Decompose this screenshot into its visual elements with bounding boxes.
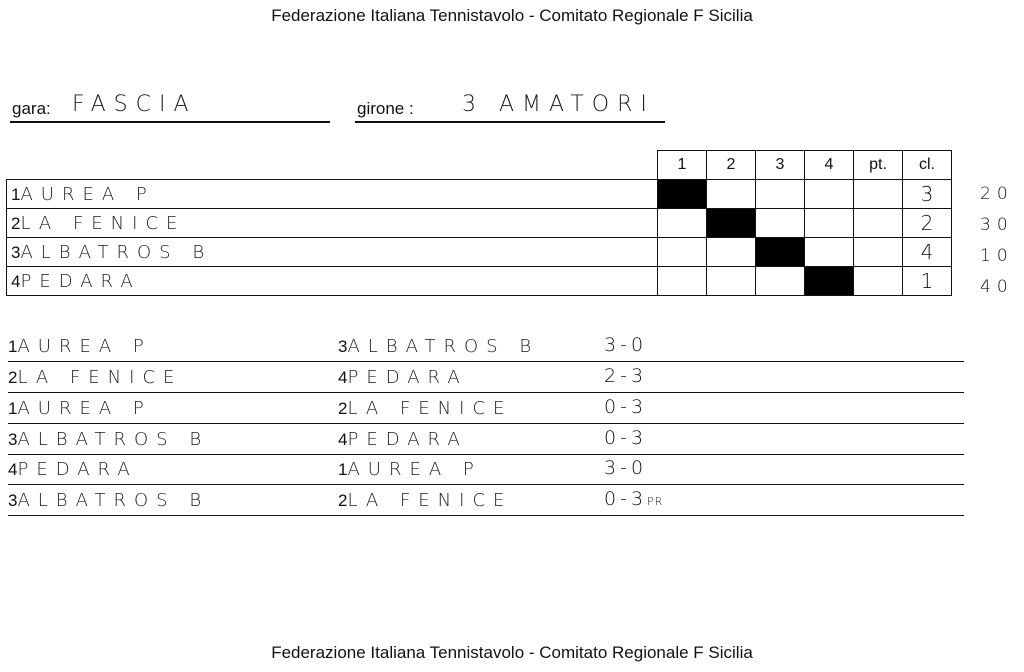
- match-row: [8, 394, 964, 424]
- match-score: 2-3: [604, 365, 648, 387]
- match-player: LA FENICE: [347, 398, 513, 419]
- match-num: 4: [338, 368, 348, 387]
- match-player: AUREA P: [347, 459, 482, 480]
- rank-value: 2: [903, 209, 952, 238]
- match-line: [8, 392, 964, 394]
- match-num: 4: [338, 430, 348, 449]
- side-value: 40: [980, 277, 1014, 297]
- match-player: LA FENICE: [347, 490, 513, 511]
- row-num: 4: [11, 272, 21, 291]
- col-header: 1: [658, 151, 707, 180]
- match-num: 3: [338, 337, 348, 356]
- footer-title: Federazione Italiana Tennistavolo - Comitato Regionale F Sicilia: [271, 643, 753, 662]
- col-header: 3: [756, 151, 805, 180]
- standings-header-row: [7, 151, 952, 180]
- rank-value: 4: [903, 238, 952, 267]
- side-value: 10: [980, 246, 1014, 266]
- match-player: ALBATROS B: [17, 490, 210, 511]
- match-player: ALBATROS B: [17, 429, 210, 450]
- team-name: ALBATROS B: [20, 242, 213, 263]
- match-score: 0-3: [604, 488, 648, 510]
- match-row: [8, 332, 964, 362]
- rank-value: 1: [903, 267, 952, 296]
- header-title: Federazione Italiana Tennistavolo - Comitato Regionale F Sicilia: [271, 6, 753, 25]
- standings-row: [7, 267, 952, 296]
- gara-underline: [10, 121, 330, 123]
- match-num: 1: [338, 460, 348, 479]
- match-player: PEDARA: [17, 459, 138, 480]
- match-row: [8, 425, 964, 455]
- girone-label: girone :: [357, 99, 414, 118]
- match-player: AUREA P: [17, 336, 152, 357]
- match-note: PR: [647, 495, 664, 508]
- match-score: 0-3: [604, 427, 648, 449]
- match-score: 3-0: [604, 334, 648, 356]
- side-value: 30: [980, 215, 1014, 235]
- match-num: 3: [8, 430, 18, 449]
- team-name: PEDARA: [20, 271, 141, 292]
- match-num: 2: [8, 368, 18, 387]
- match-line: [8, 484, 964, 486]
- col-header: 2: [707, 151, 756, 180]
- match-player: AUREA P: [17, 398, 152, 419]
- standings-row: [7, 180, 952, 209]
- match-num: 2: [338, 399, 348, 418]
- match-row: [8, 363, 964, 393]
- team-name: AUREA P: [20, 184, 155, 205]
- match-player: ALBATROS B: [347, 336, 540, 357]
- self-cell: [658, 180, 707, 209]
- col-header-points: pt.: [854, 151, 903, 180]
- match-num: 2: [338, 491, 348, 510]
- standings-row: [7, 238, 952, 267]
- match-score: 3-0: [604, 457, 648, 479]
- match-line: [8, 423, 964, 425]
- row-num: 3: [11, 243, 21, 262]
- standings-row: [7, 209, 952, 238]
- gara-value: FASCIA: [72, 92, 197, 117]
- match-line: [8, 515, 964, 517]
- self-cell: [756, 238, 805, 267]
- side-value: 20: [980, 184, 1014, 204]
- match-player: LA FENICE: [17, 367, 183, 388]
- match-num: 1: [8, 399, 18, 418]
- girone-underline: [355, 121, 665, 123]
- match-row: [8, 486, 964, 516]
- col-header: 4: [805, 151, 854, 180]
- row-num: 2: [11, 214, 21, 233]
- team-name: LA FENICE: [20, 213, 186, 234]
- rank-value: 3: [903, 180, 952, 209]
- girone-value: 3 AMATORI: [462, 92, 655, 117]
- self-cell: [805, 267, 854, 296]
- match-num: 4: [8, 460, 18, 479]
- gara-label: gara:: [12, 99, 51, 118]
- match-player: PEDARA: [347, 429, 468, 450]
- match-line: [8, 361, 964, 363]
- col-header-rank: cl.: [903, 151, 952, 180]
- match-score: 0-3: [604, 396, 648, 418]
- match-row: [8, 455, 964, 485]
- match-num: 1: [8, 337, 18, 356]
- match-player: PEDARA: [347, 367, 468, 388]
- match-num: 3: [8, 491, 18, 510]
- row-num: 1: [11, 185, 21, 204]
- standings-table: [6, 150, 952, 296]
- self-cell: [707, 209, 756, 238]
